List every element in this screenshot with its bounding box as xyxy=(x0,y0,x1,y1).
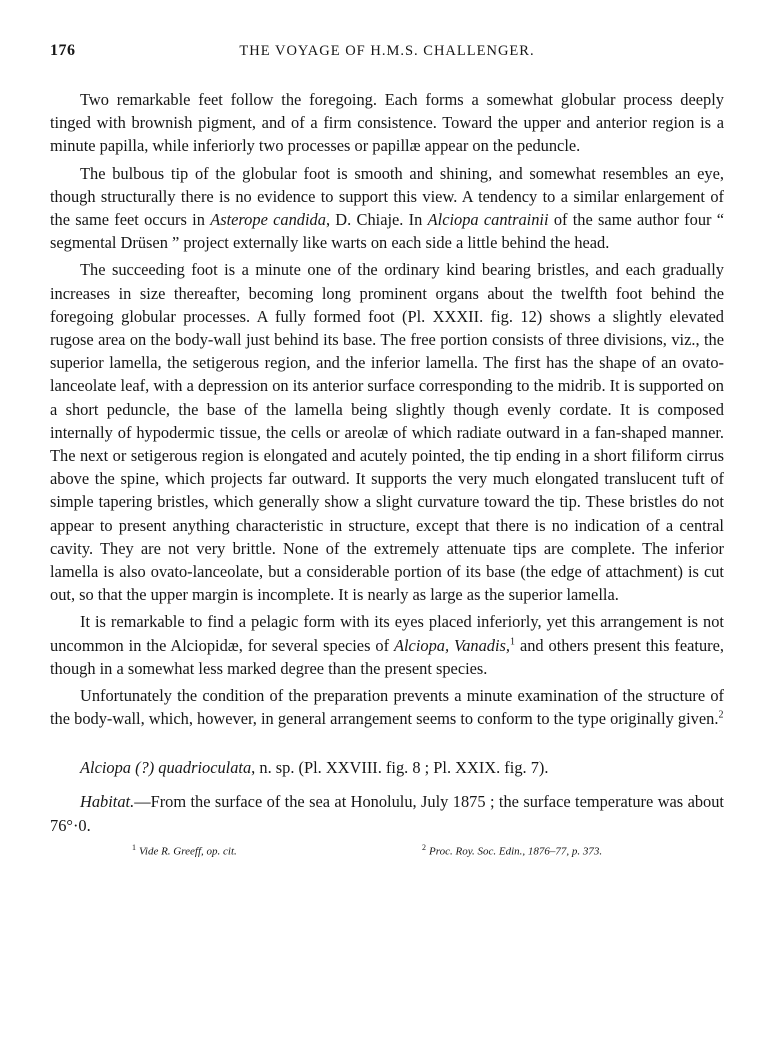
habitat-paragraph xyxy=(50,790,724,836)
running-title: THE VOYAGE OF H.M.S. CHALLENGER. xyxy=(239,43,535,59)
footnote-text: Vide R. Greeff, op. cit. xyxy=(139,845,237,858)
paragraph-preparation xyxy=(50,684,724,730)
habitat-label: Habitat. xyxy=(80,792,135,812)
paragraph-succeeding-foot: The succeeding foot is a minute one of the ordinary kind bearing bristles, and each gradually increases in size thereafter, becoming long prominent organs about the twelfth foot behind the foregoing globular processes. A fully formed foot (Pl. XXXII. fig. 12) shows a slightly elevated rugose area on the body-wall just behind its base. The free portion consists of three divisions, viz., the superior lamella, the setigerous region, and the inferior lamella. The first has the shape of an ovato-lanceolate leaf, with a depression on its anterior surface corresponding to the midrib. It is supported on a short peduncle, the base of the lamella being slightly though evenly cordate. It is composed internally of hypodermic tissue, the cells or areolæ of which radiate outward in a fan-shaped manner. The next or setigerous region is elongated and acutely pointed, the tip ending in a short filiform cirrus above the spine, which projects far outward. It supports the very much elongated translucent tuft of simple tapering bristles, which generally show a slight curvature toward the tip. These bristles do not appear to present anything characteristic in structure, except that there is no indication of a central cavity. They are not very brittle. None of the extremely attenuate tips are complete. The inferior lamella is also ovato-lanceolate, but a considerable portion of its base (the edge of attachment) is cut out, so that the upper margin is incomplete. It is nearly as large as the superior lamella. xyxy=(50,260,724,605)
text-run: , D. Chiaje. In xyxy=(325,210,428,230)
paragraph-eyes-inferior xyxy=(50,610,724,680)
species-name: Alciopa (?) quadrioculata xyxy=(80,758,252,778)
species-reference: , n. sp. (Pl. XXVIII. fig. 8 ; Pl. XXIX. fig. 7). xyxy=(251,758,549,778)
text-run: Unfortunately the condition of the preparation prevents a minute examination of the structure of the body-wall, which, however, in general arrangement seems to conform to the type originally given. xyxy=(50,686,724,729)
footnote-2 xyxy=(422,843,602,858)
paragraph-bulbous-tip xyxy=(50,162,724,255)
footnote-text: Proc. Roy. Soc. Edin., 1876–77, p. 373. xyxy=(429,845,603,858)
footnote-mark: 2 xyxy=(422,842,426,852)
taxon-name: Asterope candida xyxy=(210,210,326,230)
text-run: The bulbous tip of the globular foot is smooth and shining, and somewhat resembles an eye, though structurally there is no evidence to support this view. A tendency to a similar enlargement of the same feet occurs in xyxy=(50,163,724,230)
footnote-1 xyxy=(132,843,237,858)
page-number: 176 xyxy=(50,42,76,59)
text-run: of the same author four “ segmental Drüsen ” project externally like warts on each side a little behind the head. xyxy=(50,210,725,253)
paragraph-globular-feet: Two remarkable feet follow the foregoing. Each forms a somewhat globular process deeply tinged with brownish pigment, and of a firm consistence. Toward the upper and anterior region is a minute papilla, while inferiorly two processes or papillæ appear on the peduncle. xyxy=(50,90,724,156)
taxon-name: Alciopa, Vanadis, xyxy=(393,635,511,655)
page xyxy=(50,42,724,865)
species-heading xyxy=(50,756,724,780)
text-run: and others present this feature, though in a somewhat less marked degree than the present species. xyxy=(50,635,725,678)
text-run: It is remarkable to find a pelagic form with its eyes placed inferiorly, yet this arrangement is not uncommon in the Alciopidæ, for several species of xyxy=(50,612,724,655)
footnote-mark: 1 xyxy=(132,842,136,852)
footnote-ref: 1 xyxy=(510,636,516,648)
footnote-ref: 2 xyxy=(718,709,724,721)
taxon-name: Alciopa cantrainii xyxy=(427,210,549,230)
habitat-text: —From the surface of the sea at Honolulu, July 1875 ; the surface temperature was about 76°·0. xyxy=(50,792,724,835)
body-text xyxy=(50,88,724,730)
running-head xyxy=(50,42,724,72)
footnotes xyxy=(50,843,724,865)
